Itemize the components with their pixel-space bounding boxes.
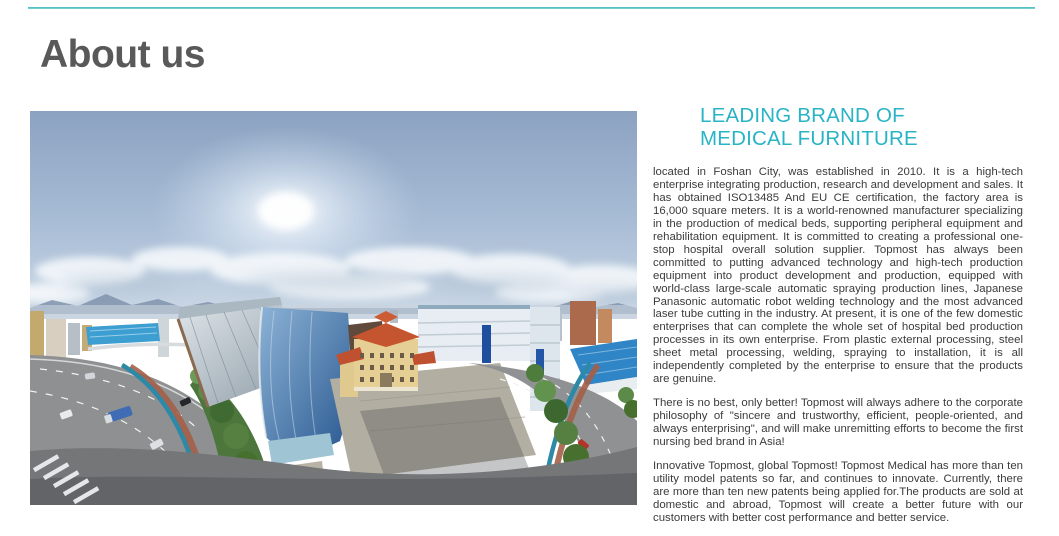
headline-line-2: MEDICAL FURNITURE [700,127,918,150]
about-paragraph-3: Innovative Topmost, global Topmost! Topmost Medical has more than ten utility model patents so far, and continues to innovate. Currently, there are more than ten new patents being applied for.The products are sold at domestic and abroad, Topmost will create a better future with our customers with better cost performance and better service. [653,460,1023,524]
top-divider [28,7,1035,9]
page-title: About us [40,33,205,76]
headline-line-1: LEADING BRAND OF [700,104,905,127]
factory-panorama-image [30,111,637,505]
about-paragraph-2: There is no best, only better! Topmost will always adhere to the corporate philosophy of "sincere and trustworthy, efficient, people-oriented, and always enterprising", and will make unremitting efforts to become the first nursing bed brand in Asia! [653,397,1023,449]
panorama-illustration [30,111,637,505]
about-paragraph-1: located in Foshan City, was established in 2010. It is a high-tech enterprise integrating production, research and development and sales. It has obtained ISO13485 And EU CE certification, the factory area is 16,000 square meters. It is a world-renowned manufacturer specializing in the production of medical beds, supporting peripheral equipment and rehabilitation equipment. It is committed to creating a professional one-stop hospital overall solution supplier. Topmost has always been committed to putting advanced technology and high-tech production equipment into product development and production, equipped with world-class large-scale automatic spraying production lines, Japanese Panasonic automatic robot welding technology and the most advanced laser tube cutting in the industry. At present, it is one of the few domestic enterprises that can complete the whole set of hospital bed production processes in its own enterprise. From plastic external processing, steel sheet metal processing, welding, spraying to installation, it is all independently completed by the enterprise to ensure that the products are genuine. [653,166,1023,386]
section-headline [653,104,1023,150]
about-section [653,104,1023,536]
about-text [653,166,1023,525]
